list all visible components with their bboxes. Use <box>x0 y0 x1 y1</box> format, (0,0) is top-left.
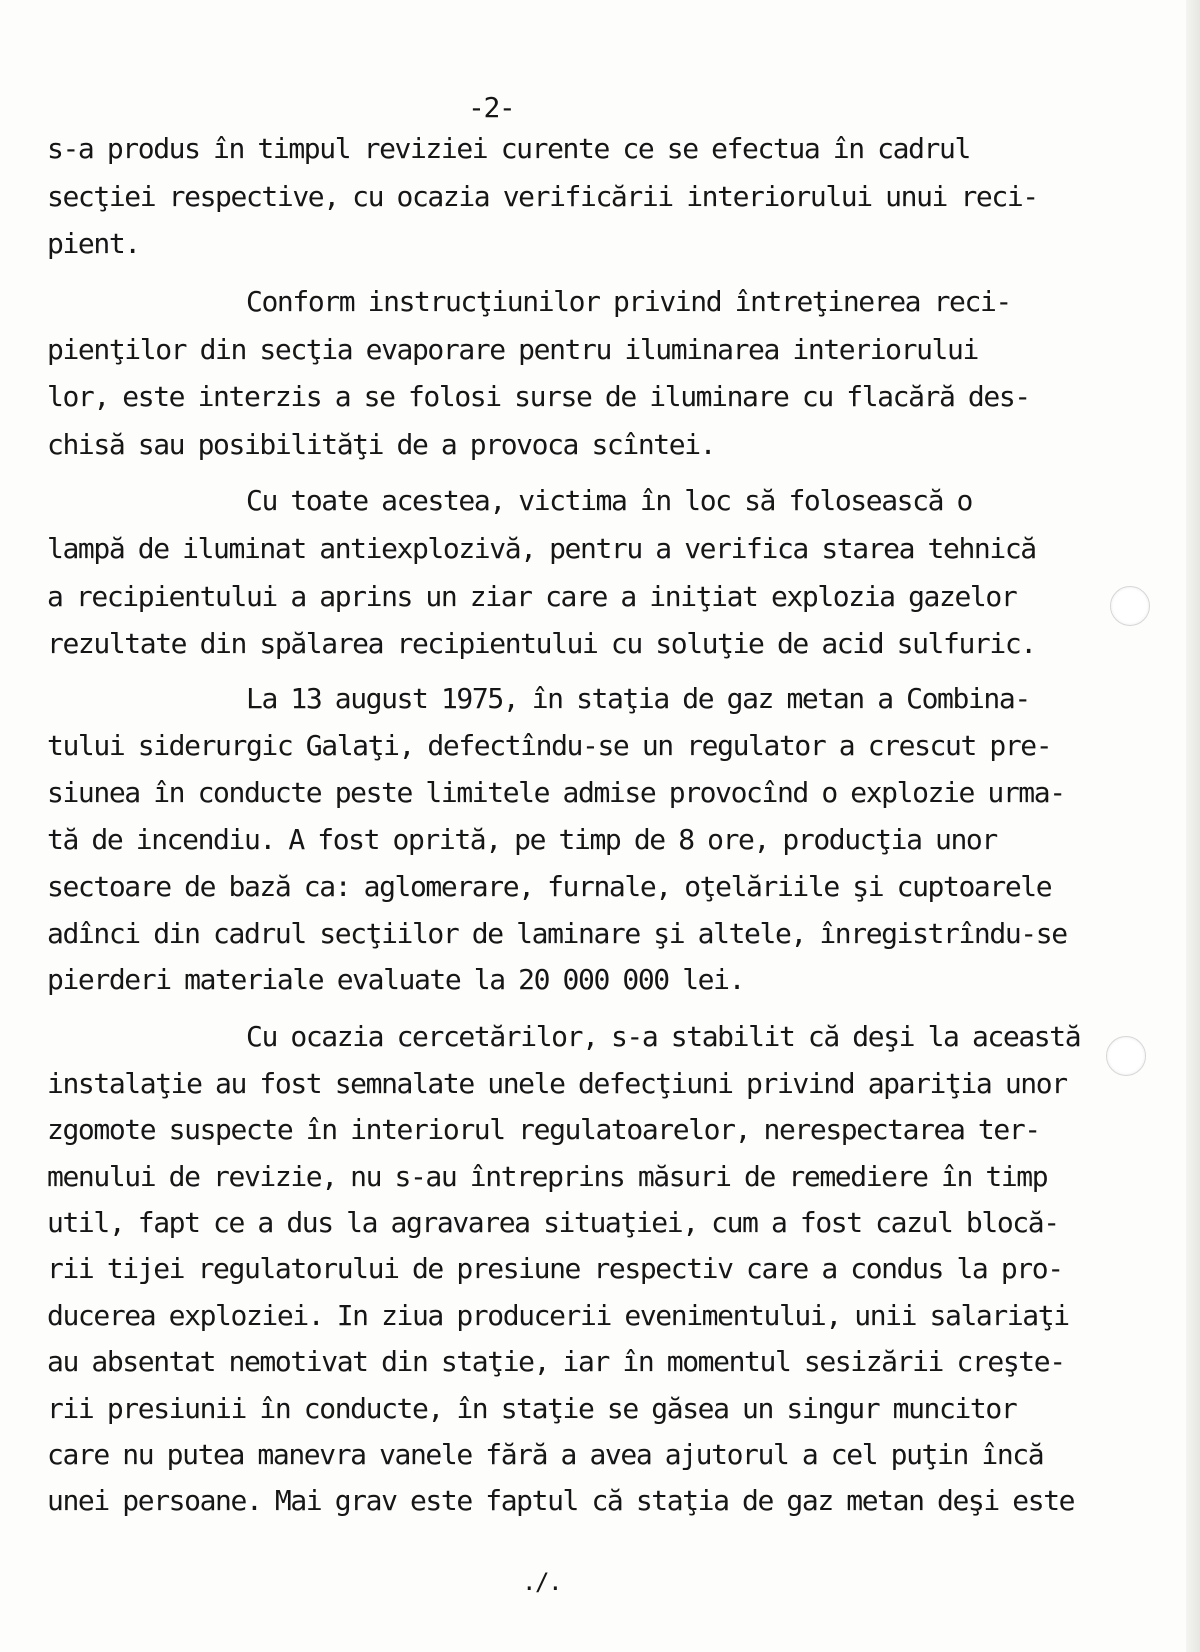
text-line-29: unei persoane. Mai grav este faptul că staţia de gaz metan deşi este <box>47 1484 1075 1517</box>
text-line-18: pierderi materiale evaluate la 20 000 000 lei. <box>47 963 745 996</box>
text-line-2: secţiei respective, cu ocazia verificării interiorului unui reci- <box>47 180 1038 213</box>
text-line-1: s-a produs în timpul reviziei curente ce se efectua în cadrul <box>47 132 970 165</box>
text-line-26: au absentat nemotivat din staţie, iar în momentul sesizării creşte- <box>47 1345 1065 1378</box>
text-line-27: rii presiunii în conducte, în staţie se găsea un singur muncitor <box>47 1392 1017 1425</box>
text-line-23: util, fapt ce a dus la agravarea situaţiei, cum a fost cazul blocă- <box>47 1206 1059 1239</box>
text-line-8: Cu toate acestea, victima în loc să folosească o <box>246 484 972 517</box>
text-line-15: tă de incendiu. A fost oprită, pe timp de 8 ore, producţia unor <box>47 823 997 856</box>
text-line-19: Cu ocazia cercetărilor, s-a stabilit că deşi la această <box>246 1020 1081 1053</box>
text-line-21: zgomote suspecte în interiorul regulatoarelor, nerespectarea ter- <box>47 1113 1040 1146</box>
text-line-14: siunea în conducte peste limitele admise provocînd o explozie urma- <box>47 776 1065 809</box>
text-line-13: tului siderurgic Galaţi, defectîndu-se un regulator a crescut pre- <box>47 729 1052 762</box>
text-line-12: La 13 august 1975, în staţia de gaz metan a Combina- <box>246 682 1030 715</box>
text-line-28: care nu putea manevra vanele fără a avea ajutorul a cel puţin încă <box>47 1438 1044 1471</box>
text-line-9: lampă de iluminat antiexplozivă, pentru a verifica starea tehnică <box>47 532 1036 565</box>
punch-hole-lower <box>1106 1036 1146 1076</box>
text-line-16: sectoare de bază ca: aglomerare, furnale, oţelăriile şi cuptoarele <box>47 870 1052 903</box>
text-line-3: pient. <box>47 227 140 260</box>
text-line-17: adînci din cadrul secţiilor de laminare şi altele, înregistrîndu-se <box>47 917 1067 950</box>
text-line-24: rii tijei regulatorului de presiune respectiv care a condus la pro- <box>47 1252 1063 1285</box>
text-line-6: lor, este interzis a se folosi surse de iluminare cu flacără des- <box>47 380 1030 413</box>
continuation-mark: ./. <box>522 1568 562 1596</box>
text-line-5: pienţilor din secţia evaporare pentru iluminarea interiorului <box>47 333 978 366</box>
punch-hole-upper <box>1110 586 1150 626</box>
text-line-4: Conform instrucţiunilor privind întreţinerea reci- <box>246 285 1011 318</box>
text-line-10: a recipientului a aprins un ziar care a iniţiat explozia gazelor <box>47 580 1017 613</box>
text-line-25: ducerea exploziei. In ziua producerii evenimentului, unii salariaţi <box>47 1299 1069 1332</box>
text-line-7: chisă sau posibilităţi de a provoca scîntei. <box>47 428 716 461</box>
page-number: -2- <box>468 91 515 124</box>
text-line-20: instalaţie au fost semnalate unele defecţiuni privind apariţia unor <box>47 1067 1067 1100</box>
text-line-11: rezultate din spălarea recipientului cu soluţie de acid sulfuric. <box>47 627 1036 660</box>
text-line-22: menului de revizie, nu s-au întreprins măsuri de remediere în timp <box>47 1160 1048 1193</box>
sheet-edge <box>1186 0 1200 1652</box>
